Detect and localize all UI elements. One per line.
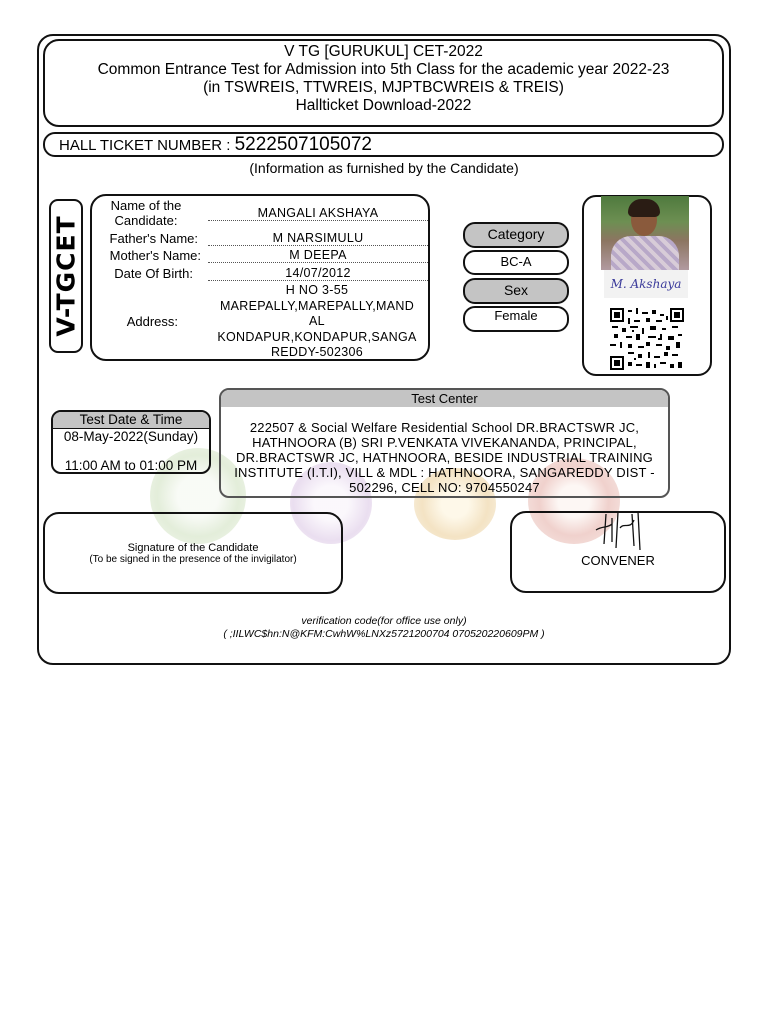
mother-label: Mother's Name: xyxy=(109,248,201,263)
hall-ticket-number: 5222507105072 xyxy=(234,134,372,155)
verification-code: ( ;IILWC$hn:N@KFM:CwhW%LNXz5721200704 070520220609PM ) xyxy=(223,628,545,640)
candidate-signature-image: M. Akshaya xyxy=(604,270,688,298)
test-center-box xyxy=(219,388,670,498)
info-note: (Information as furnished by the Candidate) xyxy=(249,160,519,176)
name-label: Name of the Candidate: xyxy=(110,198,182,228)
candidate-details-box xyxy=(90,194,430,361)
hall-ticket-label: HALL TICKET NUMBER : xyxy=(59,137,235,154)
test-date: 08-May-2022(Sunday) xyxy=(63,429,199,444)
date-of-birth: 14/07/2012 xyxy=(208,266,428,281)
father-name: M NARSIMULU xyxy=(208,231,428,246)
verification-label: verification code(for office use only) xyxy=(301,615,467,627)
test-time: 11:00 AM to 01:00 PM xyxy=(64,458,198,473)
header-title: V TG [GURUKUL] CET-2022 xyxy=(284,43,483,60)
header-box xyxy=(43,39,724,127)
header-subtitle: Common Entrance Test for Admission into 5th Class for the academic year 2022-23 xyxy=(97,61,670,78)
test-center-label: Test Center xyxy=(221,390,668,407)
category-label: Category xyxy=(463,222,569,248)
address-label: Address: xyxy=(126,314,178,329)
father-label: Father's Name: xyxy=(109,231,198,246)
candidate-photo xyxy=(601,196,689,270)
side-label-box xyxy=(49,199,83,353)
convener-label: CONVENER xyxy=(581,553,655,568)
test-center-address: 222507 & Social Welfare Residential School DR.BRACTSWR JC, HATHNOORA (B) SRI P.VENKATA VIVEKANANDA, PRINCIPAL, DR.BRACTSWR JC, HATHNOORA, BESIDE INDUSTRIAL TRAINING INSTITUTE (I.T.I), VILL & MDL : HATHNOORA, SANGAREDDY DIST - 502296, CELL NO: 9704550247 xyxy=(234,420,655,495)
qr-code xyxy=(610,308,684,370)
sex-value: Female xyxy=(463,306,569,332)
sex-label: Sex xyxy=(463,278,569,304)
test-date-time-label: Test Date & Time xyxy=(53,412,209,429)
verification-section xyxy=(0,615,768,641)
test-date-time-box xyxy=(51,410,211,474)
signature-title: Signature of the Candidate xyxy=(127,542,259,554)
dob-label: Date Of Birth: xyxy=(114,266,193,281)
signature-note: (To be signed in the presence of the invigilator) xyxy=(89,554,297,565)
candidate-signature-box xyxy=(43,512,343,594)
candidate-name: MANGALI AKSHAYA xyxy=(208,206,428,221)
address-value: H NO 3-55 MAREPALLY,MAREPALLY,MAND AL KONDAPUR,KONDAPUR,SANGA REDDY-502306 xyxy=(217,283,417,359)
header-societies: (in TSWREIS, TTWREIS, MJPTBCWREIS & TREIS) xyxy=(203,79,564,96)
hall-ticket-number-bar xyxy=(43,132,724,157)
header-download-title: Hallticket Download-2022 xyxy=(295,97,472,114)
convener-signature xyxy=(590,508,650,552)
mother-name: M DEEPA xyxy=(208,248,428,263)
category-value: BC-A xyxy=(463,250,569,275)
side-label: V-TGCET xyxy=(51,215,81,337)
